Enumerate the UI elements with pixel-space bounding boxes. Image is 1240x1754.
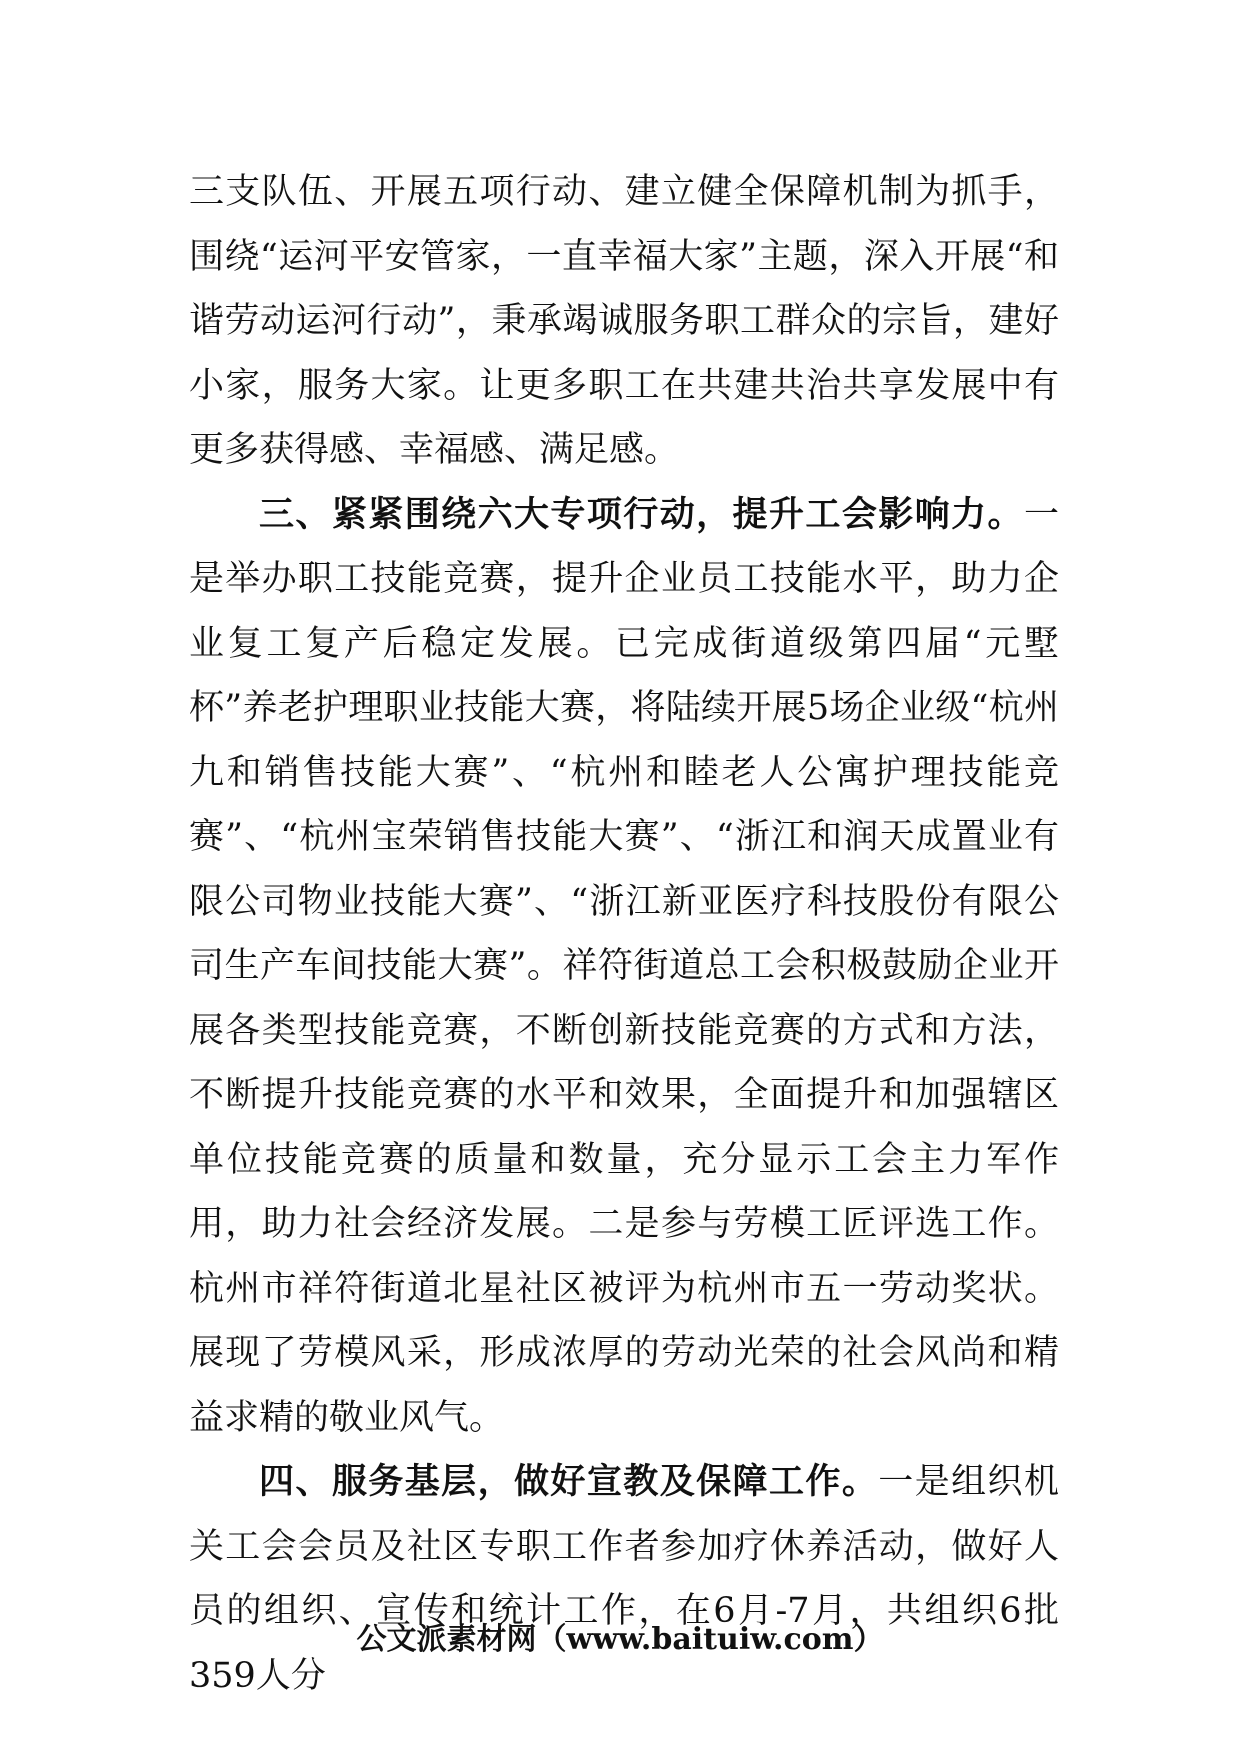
paragraph-section-four bbox=[189, 1450, 1059, 1708]
paragraph-continuation bbox=[189, 160, 1059, 483]
section-heading: 三、紧紧围绕六大专项行动，提升工会影响力。 bbox=[259, 494, 1024, 535]
document-body bbox=[189, 160, 1059, 1708]
section-heading: 四、服务基层，做好宣教及保障工作。 bbox=[259, 1462, 879, 1502]
paragraph-section-three bbox=[189, 483, 1059, 1451]
paragraph-text: 三支队伍、开展五项行动、建立健全保障机制为抓手，围绕“运河平安管家，一直幸福大家”主题，深入开展“和谐劳动运河行动”，秉承竭诚服务职工群众的宗旨，建好小家，服务大家。让更多职工在共建共治共享发展中有更多获得感、幸福感、满足感。 bbox=[189, 172, 1059, 470]
footer-watermark: 公文派素材网（www.baituiw.com） bbox=[356, 1622, 884, 1657]
paragraph-text: 一是组织机关工会会员及社区专职工作者参加疗休养活动，做好人员的组织、宣传和统计工作，在6月-7月，共组织6批359人分 bbox=[189, 1462, 1059, 1696]
paragraph-text: 一是举办职工技能竞赛，提升企业员工技能水平，助力企业复工复产后稳定发展。已完成街道级第四届“元墅杯”养老护理职业技能大赛，将陆续开展5场企业级“杭州九和销售技能大赛”、“杭州和睦老人公寓护理技能竞赛”、“杭州宝荣销售技能大赛”、“浙江和润天成置业有限公司物业技能大赛”、“浙江新亚医疗科技股份有限公司生产车间技能大赛”。祥符街道总工会积极鼓励企业开展各类型技能竞赛，不断创新技能竞赛的方式和方法，不断提升技能竞赛的水平和效果，全面提升和加强辖区单位技能竞赛的质量和数量，充分显示工会主力军作用，助力社会经济发展。二是参与劳模工匠评选工作。杭州市祥符街道北星社区被评为杭州市五一劳动奖状。展现了劳模风采，形成浓厚的劳动光荣的社会风尚和精益求精的敬业风气。 bbox=[189, 494, 1059, 1438]
